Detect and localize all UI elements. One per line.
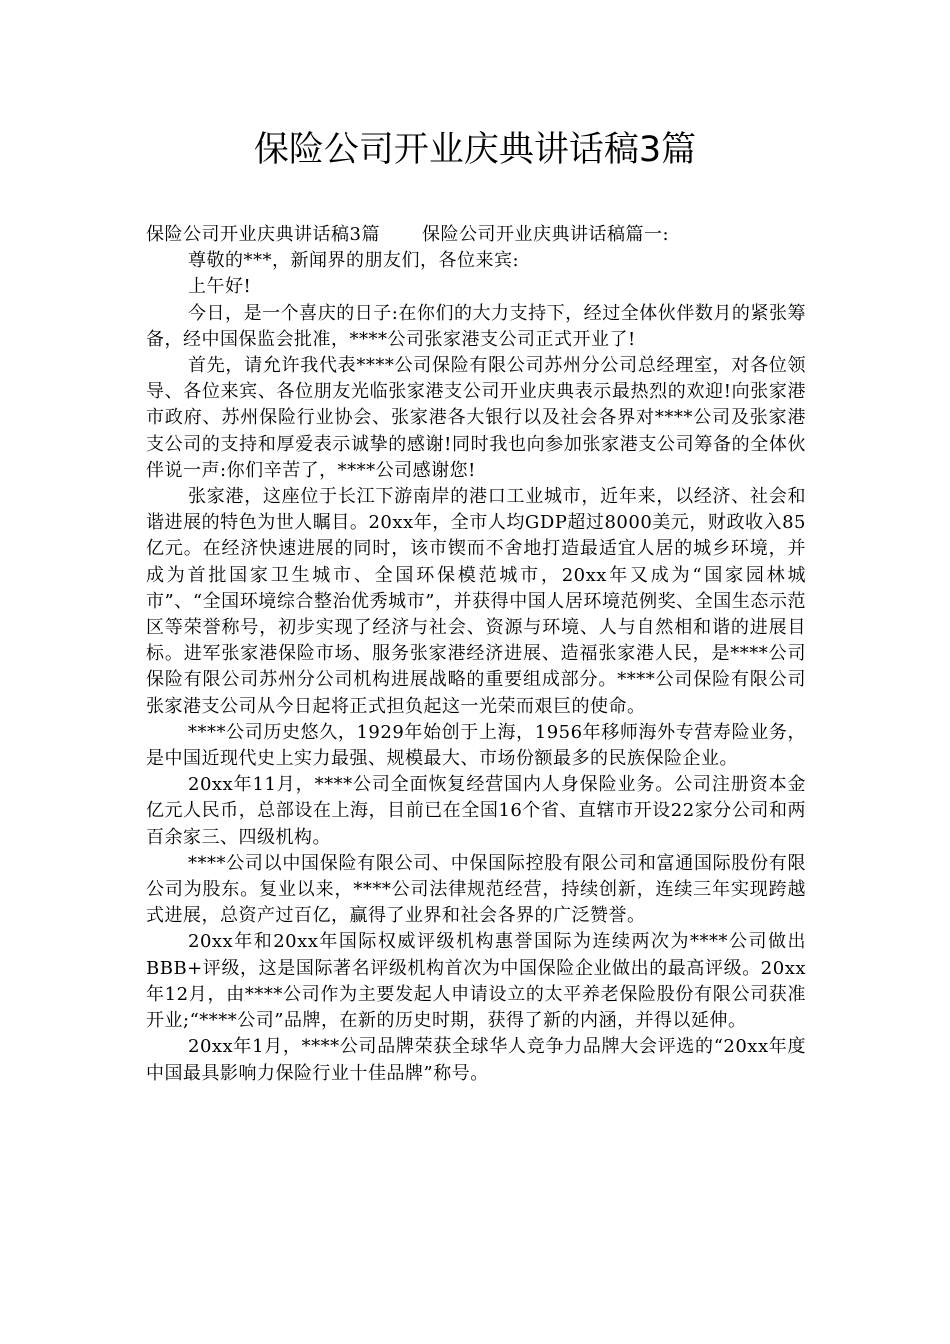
paragraph-history: ****公司历史悠久，1929年始创于上海，1956年移师海外专营寿险业务，是中国近现代史上实力最强、规模最大、市场份额最多的民族保险企业。 (146, 721, 806, 770)
paragraph-brand-award: 20xx年1月，****公司品牌荣获全球华人竞争力品牌大会评选的“20xx年度中国最具影响力保险行业十佳品牌”称号。 (146, 1036, 806, 1084)
subtitle-left: 保险公司开业庆典讲话稿3篇 (146, 224, 380, 245)
subtitle-right: 保险公司开业庆典讲话稿篇一: (421, 224, 670, 245)
paragraph-zhangjiagang: 张家港，这座位于长江下游南岸的港口工业城市，近年来，以经济、社会和谐进展的特色为世人瞩目。20xx年，全市人均GDP超过8000美元，财政收入85亿元。在经济快速进展的同时，该市锲而不舍地打造最适宜人居的城乡环境，并成为首批国家卫生城市、全国环保模范城市，20xx年又成为“国家园林城市”、“全国环境综合整治优秀城市”，并获得中国人居环境范例奖、全国生态示范区等荣誉称号，初步实现了经济与社会、资源与环境、人与自然相和谐的进展目标。进军张家港保险市场、服务张家港经济进展、造福张家港人民，是****公司保险有限公司苏州分公司机构进展战略的重要组成部分。****公司保险有限公司张家港支公司从今日起将正式担负起这一光荣而艰巨的使命。 (146, 486, 806, 717)
paragraph-opening: 今日，是一个喜庆的日子:在你们的大力支持下，经过全体伙伴数月的紧张筹备，经中国保监会批准，****公司张家港支公司正式开业了! (146, 302, 806, 350)
document-title: 保险公司开业庆典讲话稿3篇 (253, 130, 697, 170)
paragraph-salutation: 尊敬的***，新闻界的朋友们，各位来宾: (188, 250, 520, 272)
paragraph-shareholders: ****公司以中国保险有限公司、中保国际控股有限公司和富通国际股份有限公司为股东。复业以来，****公司法律规范经营，持续创新，连续三年实现跨越式进展，总资产过百亿，赢得了业界和社会各界的广泛赞誉。 (146, 852, 806, 927)
document-subtitle-line (146, 222, 806, 248)
paragraph-rating: 20xx年和20xx年国际权威评级机构惠誉国际为连续两次为****公司做出BBB+评级，这是国际著名评级机构首次为中国保险企业做出的最高评级。20xx年12月，由****公司作为主要发起人申请设立的太平养老保险股份有限公司获准开业;“****公司”品牌，在新的历史时期，获得了新的内涵，并得以延伸。 (146, 931, 806, 1032)
document-body (146, 222, 806, 1087)
paragraph-welcome: 首先，请允许我代表****公司保险有限公司苏州分公司总经理室，对各位领导、各位来宾、各位朋友光临张家港支公司开业庆典表示最热烈的欢迎!向张家港市政府、苏州保险行业协会、张家港各大银行以及社会各界对****公司及张家港支公司的支持和厚爱表示诚挚的感谢!同时我也向参加张家港支公司筹备的全体伙伴说一声:你们辛苦了，****公司感谢您! (146, 355, 806, 481)
paragraph-resumption: 20xx年11月，****公司全面恢复经营国内人身保险业务。公司注册资本金亿元人民币，总部设在上海，目前已在全国16个省、直辖市开设22家分公司和两百余家三、四级机构。 (146, 774, 806, 848)
paragraph-greeting: 上午好! (188, 276, 252, 298)
